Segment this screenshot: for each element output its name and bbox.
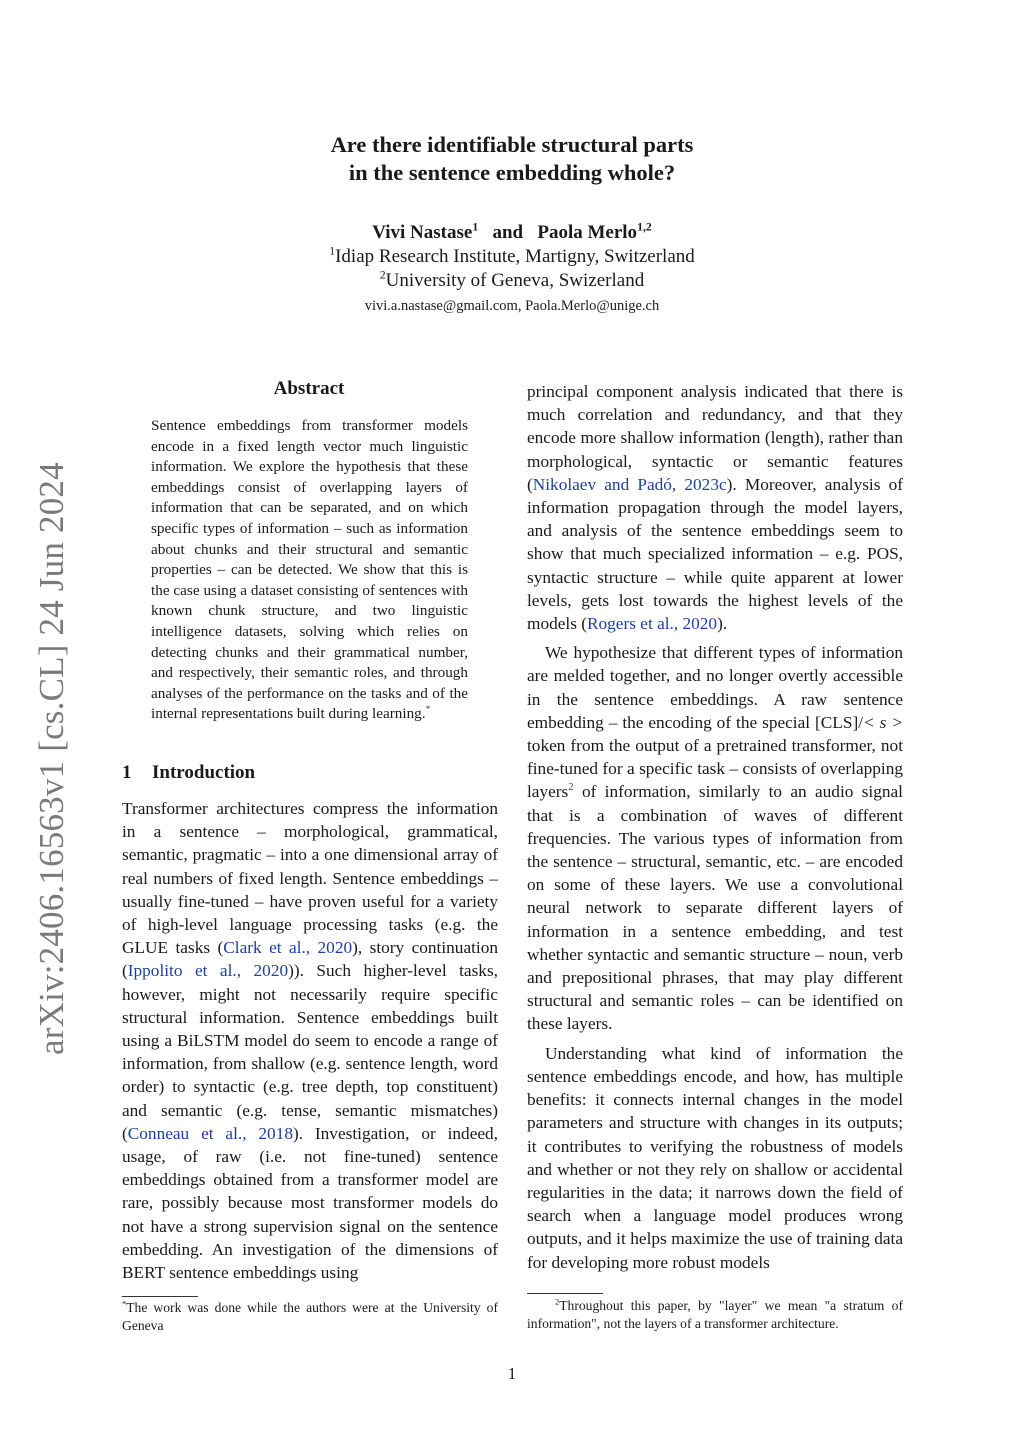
author-line xyxy=(162,222,862,244)
text-run: principal component analysis indicated that there is much correlation and redundancy, and that they encode more shallow information (length), rather than morphological, syntactic or semantic features ( xyxy=(527,382,903,494)
page-number: 1 xyxy=(507,1364,517,1383)
text-run: ). xyxy=(717,614,728,634)
abstract-text: Sentence embeddings from transformer models encode in a fixed length vector much linguistic information. We explore the hypothesis that these embeddings consist of overlapping layers of information that can be separated, and on which specific types of information – such as information about chunks and their structural and semantic properties – can be detected. We show that this is the case using a dataset consisting of sentences with known chunk structure, and two linguistic intelligence datasets, solving which relies on detecting chunks and their grammatical number, and respectively, their semantic roles, and through analyses of the performance on the tasks and of the internal representations built during learning. xyxy=(151,417,468,723)
paper-title-line-1: Are there identifiable structural parts xyxy=(330,132,694,157)
footnote-2-fn-marker: 2 xyxy=(555,1296,560,1307)
section-heading-introduction xyxy=(122,762,255,784)
abstract-heading: Abstract xyxy=(273,378,345,399)
citation-rogers-2020[interactable]: Rogers et al., 2020 xyxy=(587,614,718,634)
left-column xyxy=(122,797,498,1284)
author-2-affil: 1,2 xyxy=(637,220,652,234)
affiliation-1-text: Idiap Research Institute, Martigny, Switzerland xyxy=(335,246,695,267)
author-2-name: Paola Merlo xyxy=(537,222,638,243)
footnote-rule-left xyxy=(122,1296,198,1297)
footnote-2-text: Throughout this paper, by "layer" we mean "a stratum of information", not the layers of a transformer architecture. xyxy=(527,1298,903,1331)
abstract-footnote-marker[interactable]: * xyxy=(425,705,431,716)
text-run: Transformer architectures compress the information in a sentence – morphological, grammatical, semantic, pragmatic – into a one dimensional array of real numbers of fixed length. Sentence embeddings – usually fine-tuned – have proven useful for a variety of high-level language processing tasks (e.g. the GLUE tasks ( xyxy=(122,799,498,958)
citation-ippolito-2020[interactable]: Ippolito et al., 2020 xyxy=(127,961,289,981)
affiliation-2-marker: 2 xyxy=(379,268,386,282)
abstract-body xyxy=(151,416,468,725)
affiliation-2 xyxy=(162,270,862,292)
text-run: ). Moreover, analysis of information propagation through the model layers, and analysis of the sentence embeddings seem to show that much specialized information – e.g. POS, syntactic structure – while quite apparent at lower levels, gets lost towards the highest levels of the models ( xyxy=(527,474,904,634)
affiliation-2-text: University of Geneva, Swizerland xyxy=(385,270,645,291)
author-1-name: Vivi Nastase xyxy=(372,222,473,243)
footnote-star xyxy=(122,1299,498,1335)
section-title: Introduction xyxy=(152,762,256,783)
right-paragraph-1 xyxy=(527,380,903,635)
citation-clark-2020[interactable]: Clark et al., 2020 xyxy=(223,938,353,958)
footnote-star-marker: * xyxy=(122,1298,127,1309)
text-run: )). Such higher-level tasks, however, might not necessarily require specific structural information. Sentence embeddings built using a BiLSTM model do seem to encode a range of information, from shallow (e.g. sentence length, word order) to syntactic (e.g. tree depth, top constituent) and semantic (e.g. tense, semantic mismatches) ( xyxy=(122,961,498,1143)
footnote-2 xyxy=(527,1297,903,1333)
affiliation-1 xyxy=(162,246,862,268)
math-s-token: < s > xyxy=(863,712,903,732)
footnote-star-text: The work was done while the authors were at the University of Geneva xyxy=(122,1300,498,1333)
author-and: and xyxy=(492,222,524,243)
author-1-affil: 1 xyxy=(472,220,479,234)
text-run: We hypothesize that different types of information are melded together, and no longer overtly accessible in the sentence embeddings. A raw sentence embedding – the encoding of the special [CLS]/ xyxy=(527,643,903,732)
section-number: 1 xyxy=(122,762,132,783)
intro-paragraph-1 xyxy=(122,797,498,1284)
right-paragraph-2 xyxy=(527,641,903,1035)
right-paragraph-3: Understanding what kind of information the sentence embeddings encode, and how, has multiple benefits: it connects internal changes in the model parameters and structure with changes in its outputs; it contributes to verifying the robustness of models and whether or not they rely on shallow or accidental regularities in the data; it narrows down the field of search when a language model produces wrong outputs, and it helps maximize the use of training data for developing more robust models xyxy=(527,1043,903,1272)
arxiv-stamp: arXiv:2406.16563v1 [cs.CL] 24 Jun 2024 xyxy=(32,462,71,1055)
paper-title-line-2: in the sentence embedding whole? xyxy=(348,160,676,185)
author-emails: vivi.a.nastase@gmail.com, Paola.Merlo@unige.ch xyxy=(364,298,660,314)
text-run: ), story continuation ( xyxy=(122,938,499,981)
text-run: of information, similarly to an audio signal that is a combination of waves of different frequencies. The various types of information from the sentence – structural, semantic, etc. – are encoded on some of these layers. We use a convolutional neural network to separate different layers of information in a sentence embedding, and test whether syntactic and semantic structure – noun, verb and prepositional phrases, that may play different structural and semantic roles – can be identified on these layers. xyxy=(527,782,903,1034)
citation-nikolaev-2023c[interactable]: Nikolaev and Padó, 2023c xyxy=(532,474,727,494)
footnote-rule-right xyxy=(527,1293,603,1294)
affiliation-1-marker: 1 xyxy=(329,244,336,258)
citation-conneau-2018[interactable]: Conneau et al., 2018 xyxy=(127,1123,293,1143)
footnote-2-marker[interactable]: 2 xyxy=(568,781,574,794)
right-column xyxy=(527,380,903,1274)
text-run: token from the output of a pretrained transformer, not fine-tuned for a specific task – consists of overlapping layers xyxy=(527,736,903,802)
text-run: ). Investigation, or indeed, usage, of raw (i.e. not fine-tuned) sentence embeddings obtained from a transformer model are rare, possibly because most transformer models do not have a strong supervision signal on the sentence embedding. An investigation of the dimensions of BERT sentence embeddings using xyxy=(122,1123,498,1283)
